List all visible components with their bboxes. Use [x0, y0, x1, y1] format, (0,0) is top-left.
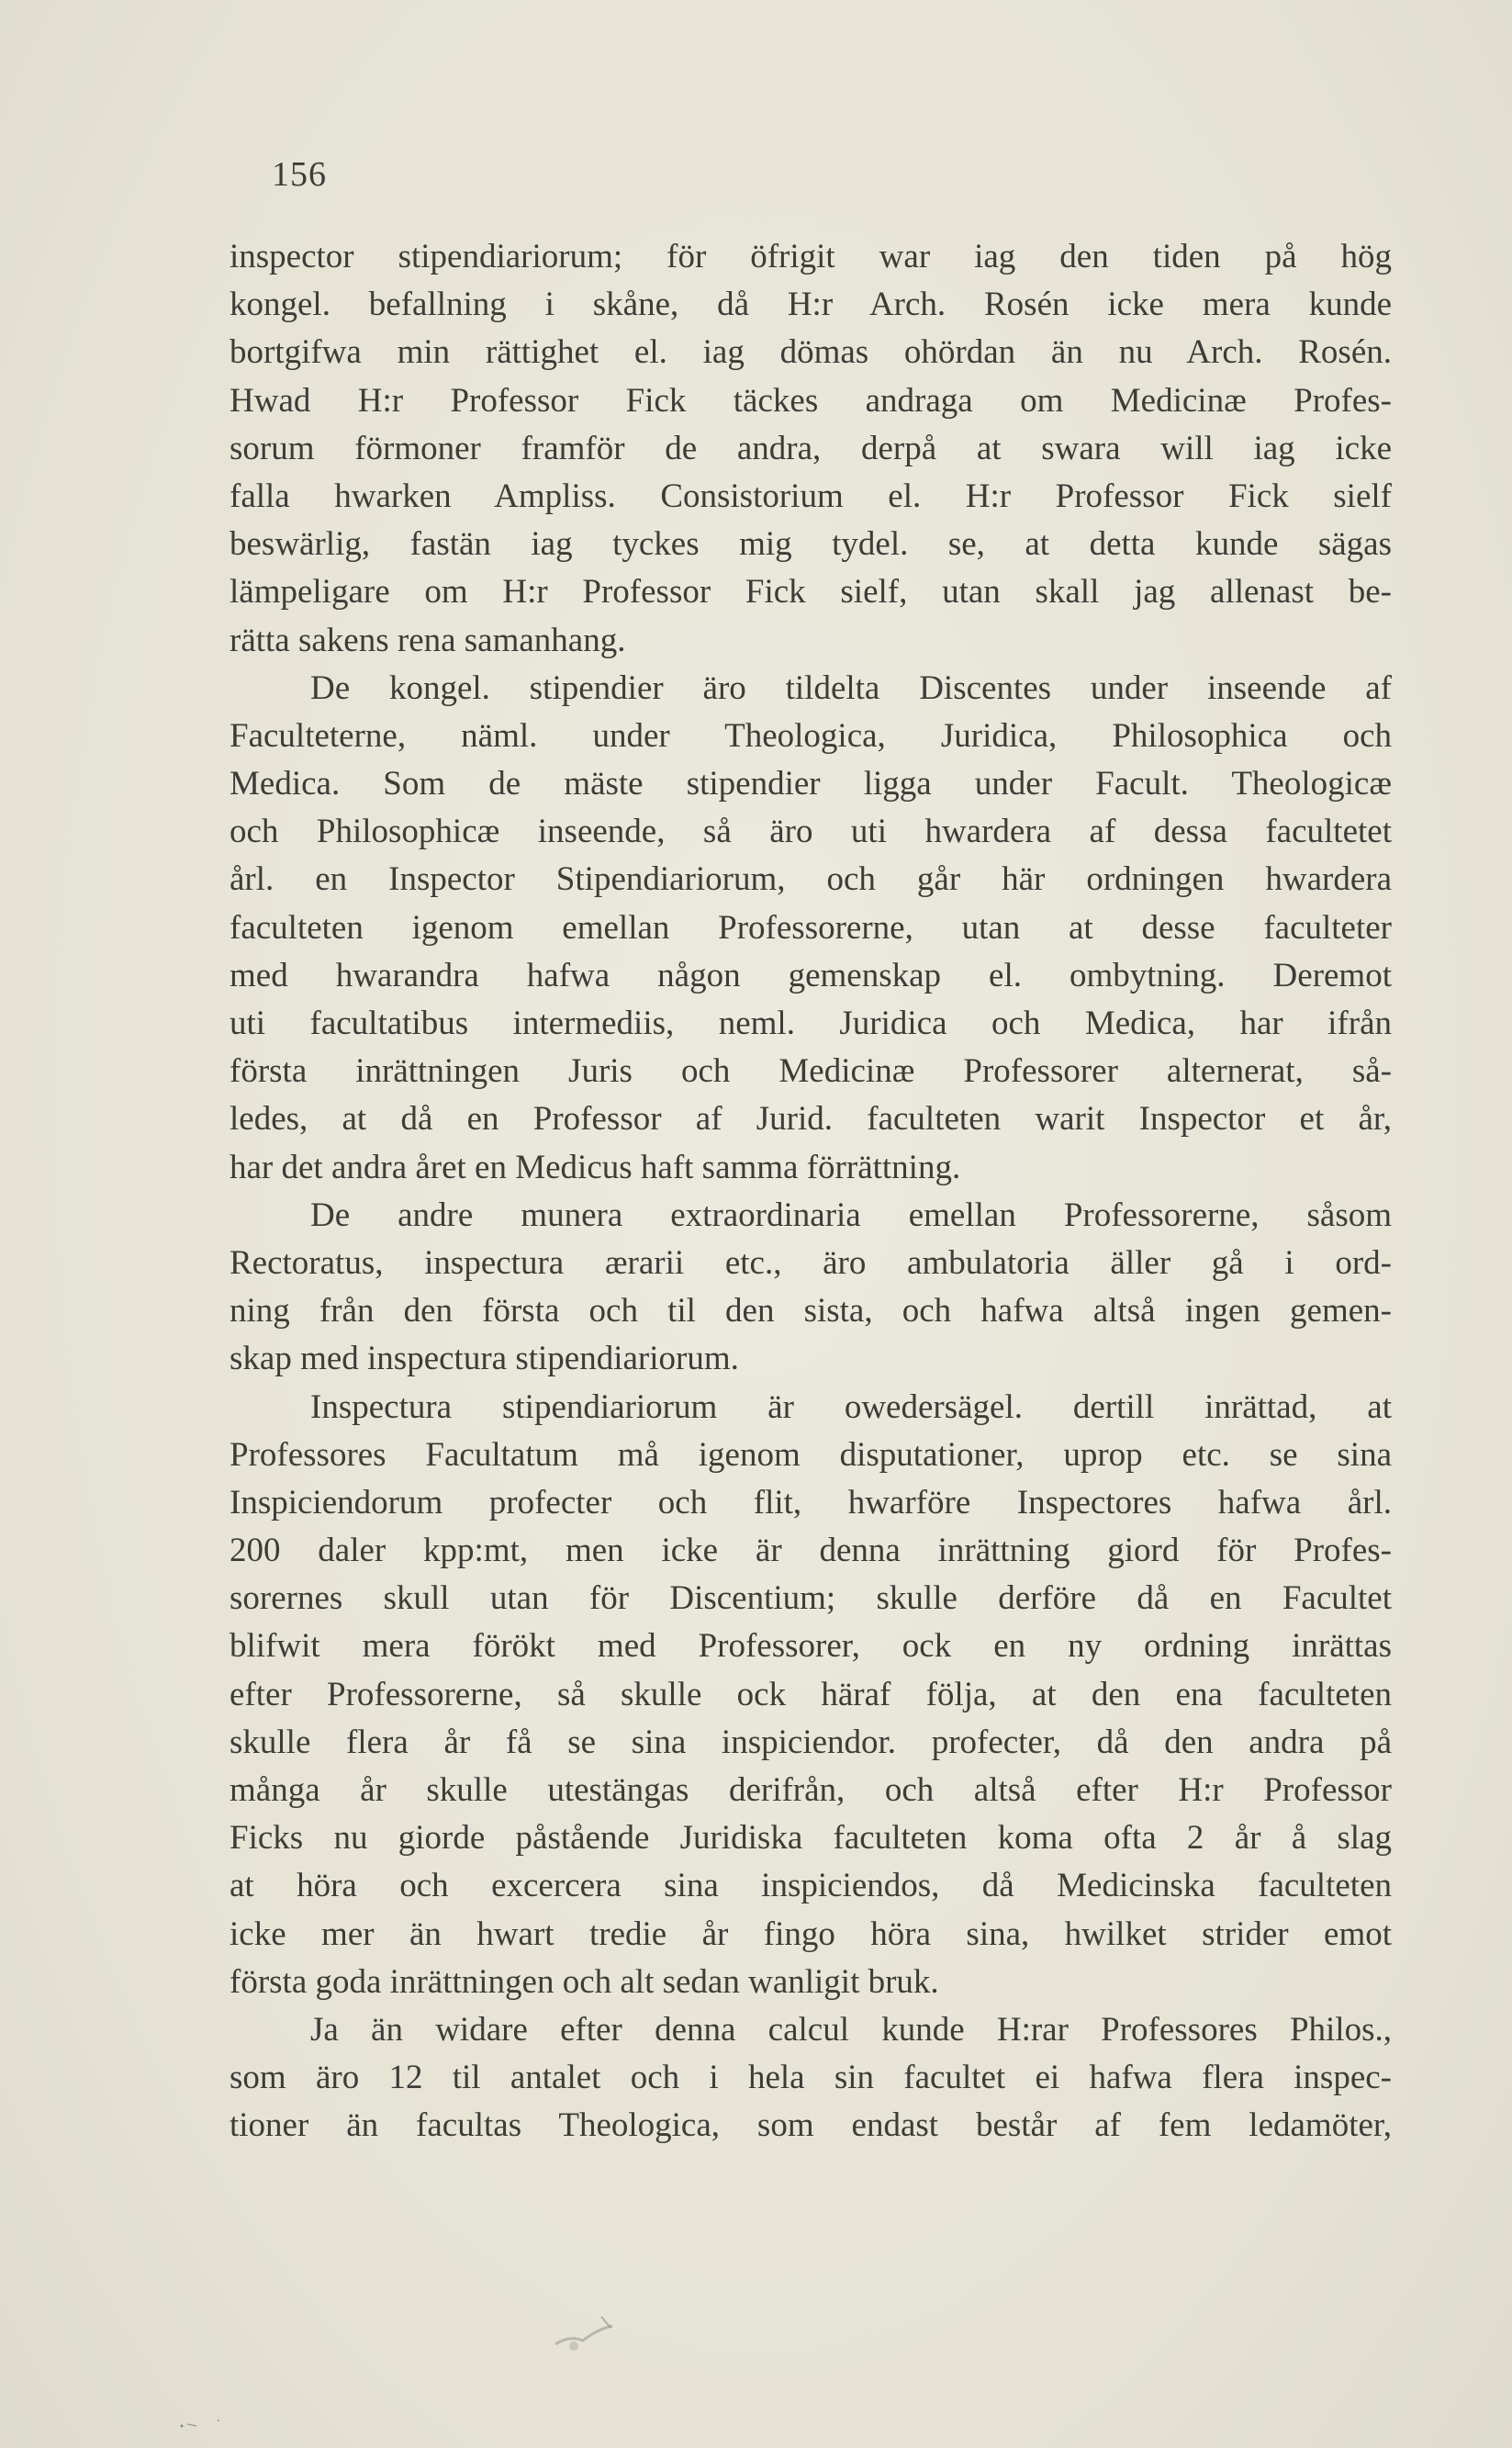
text-line: första inrättningen Juris och Medicinæ Professorer alternerat, så- [230, 1052, 1392, 1091]
text-line: ledes, at då en Professor af Jurid. faculteten warit Inspector et år, [230, 1100, 1392, 1139]
text-line: De kongel. stipendier äro tildelta Discentes under inseende af [310, 668, 1392, 707]
text-line: 200 daler kpp:mt, men icke är denna inrättning giord för Profes- [230, 1532, 1392, 1570]
text-line: lämpeligare om H:r Professor Fick sielf, utan skall jag allenast be- [230, 573, 1392, 612]
paper-specks [174, 2415, 230, 2433]
text-line: inspector stipendiariorum; för öfrigit war iag den tiden på hög [230, 238, 1392, 275]
text-line: De andre munera extraordinaria emellan Professorerne, såsom [310, 1196, 1392, 1234]
text-line: falla hwarken Ampliss. Consistorium el. H:r Professor Fick sielf [230, 477, 1392, 515]
text-line: skulle flera år få se sina inspiciendor. profecter, då den andra på [230, 1723, 1392, 1761]
page-number: 156 [272, 155, 327, 194]
text-line: rätta sakens rena samanhang. [230, 621, 626, 659]
text-line: har det andra året en Medicus haft samma förrättning. [230, 1148, 961, 1186]
text-line: icke mer än hwart tredie år fingo höra sina, hwilket strider emot [230, 1915, 1392, 1953]
text-line: Ja än widare efter denna calcul kunde H:rar Professores Philos., [310, 2010, 1392, 2049]
text-line: med hwarandra hafwa någon gemenskap el. ombytning. Deremot [230, 956, 1392, 994]
text-line: årl. en Inspector Stipendiariorum, och går här ordningen hwardera [230, 860, 1392, 899]
text-line: sorernes skull utan för Discentium; skulle derföre då en Facultet [230, 1579, 1392, 1618]
text-line: tioner än facultas Theologica, som endast består af fem ledamöter, [230, 2106, 1392, 2145]
text-line: skap med inspectura stipendiariorum. [230, 1340, 739, 1378]
text-line: efter Professorerne, så skulle ock häraf följa, at den ena faculteten [230, 1675, 1392, 1713]
text-line: uti facultatibus intermediis, neml. Juridica och Medica, har ifrån [230, 1005, 1392, 1042]
text-line: många år skulle utestängas derifrån, och altså efter H:r Professor [230, 1771, 1392, 1809]
text-line: Inspectura stipendiariorum är owedersägel. dertill inrättad, at [310, 1387, 1392, 1426]
text-line: Professores Facultatum må igenom disputationer, uprop etc. se sina [230, 1435, 1392, 1474]
text-line: Ficks nu giorde påstående Juridiska faculteten koma ofta 2 år å slag [230, 1819, 1392, 1858]
text-line: faculteten igenom emellan Professorerne, utan at desse faculteter [230, 908, 1392, 947]
text-line: kongel. befallning i skåne, då H:r Arch. Rosén icke mera kunde [230, 286, 1392, 324]
ink-smudge [546, 2309, 629, 2355]
text-line: Hwad H:r Professor Fick täckes andraga om Medicinæ Profes- [230, 381, 1392, 420]
text-line: blifwit mera förökt med Professorer, ock en ny ordning inrättas [230, 1627, 1392, 1666]
text-line: Rectoratus, inspectura ærarii etc., äro ambulatoria äller gå i ord- [230, 1243, 1392, 1282]
text-line: beswärlig, fastän iag tyckes mig tydel. se, at detta kunde sägas [230, 525, 1392, 564]
text-line: och Philosophicæ inseende, så äro uti hwardera af dessa facultetet [230, 813, 1392, 851]
body-text [230, 233, 1392, 2150]
text-line: sorum förmoner framför de andra, derpå at swara will iag icke [230, 429, 1392, 467]
text-line: ning från den första och til den sista, och hafwa altså ingen gemen- [230, 1292, 1392, 1331]
text-line: som äro 12 til antalet och i hela sin facultet ei hafwa flera inspec- [230, 2059, 1392, 2097]
text-line: Inspiciendorum profecter och flit, hwarföre Inspectores hafwa årl. [230, 1483, 1392, 1522]
text-line: Faculteterne, näml. under Theologica, Juridica, Philosophica och [230, 716, 1392, 755]
text-line: Medica. Som de mäste stipendier ligga under Facult. Theologicæ [230, 765, 1392, 803]
text-line: första goda inrättningen och alt sedan wanligit bruk. [230, 1962, 939, 2001]
text-line: at höra och excercera sina inspiciendos, då Medicinska faculteten [230, 1867, 1392, 1905]
text-line: bortgifwa min rättighet el. iag dömas ohördan än nu Arch. Rosén. [230, 333, 1392, 372]
